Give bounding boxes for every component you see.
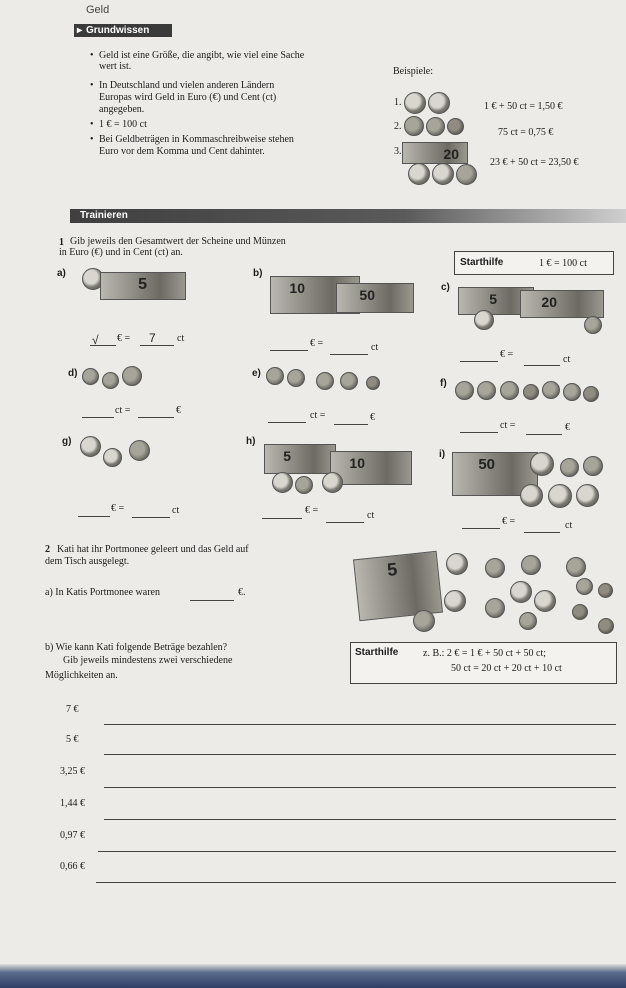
- fifty-cent-coin-icon: [428, 92, 450, 114]
- fifty-cent-coin-icon: [82, 368, 99, 385]
- task-part-a: a) In Katis Portmonee waren: [45, 587, 160, 598]
- one-euro-coin-icon: [576, 484, 599, 507]
- fifty-euro-note-icon: 50: [452, 452, 538, 496]
- answer-blank[interactable]: [78, 516, 110, 517]
- handwritten-answer: √: [92, 333, 99, 347]
- bullet-text: • Bei Geldbeträgen in Kommaschreibweise stehen: [99, 134, 294, 146]
- answer-blank[interactable]: [460, 432, 498, 433]
- task-part-b: b) Wie kann Kati folgende Beträge bezahlen?: [45, 642, 228, 653]
- twenty-cent-coin-icon: [102, 372, 119, 389]
- five-euro-note-icon: 5: [100, 272, 186, 300]
- grundwissen-badge: ▸ Grundwissen: [74, 24, 172, 37]
- answer-blank[interactable]: [90, 345, 116, 346]
- trainieren-badge: Trainieren: [80, 210, 128, 221]
- cent-coin-icon: [295, 476, 313, 494]
- example-result: 75 ct = 0,75 €: [498, 127, 554, 138]
- item-label: b): [253, 268, 263, 279]
- answer-line[interactable]: [104, 754, 616, 755]
- one-euro-coin-icon: [520, 484, 543, 507]
- unit-label: ct: [565, 520, 573, 531]
- fifty-cent-coin-icon: [456, 164, 477, 185]
- two-euro-coin-icon: [272, 472, 293, 493]
- five-cent-coin-icon: [447, 118, 464, 135]
- answer-blank[interactable]: [268, 422, 306, 423]
- twenty-euro-note-icon: 20: [520, 290, 604, 318]
- starthilfe-box: Starthilfe z. B.: 2 € = 1 € + 50 ct + 50 ct; 50 ct = 20 ct + 20 ct + 10 ct: [350, 642, 617, 684]
- answer-blank[interactable]: [460, 361, 498, 362]
- cent-coin-icon: [572, 604, 588, 620]
- item-label: g): [62, 436, 72, 447]
- two-euro-coin-icon: [80, 436, 101, 457]
- task-text: Gib jeweils den Gesamtwert der Scheine und Münzen: [70, 236, 286, 247]
- two-euro-coin-icon: [474, 310, 494, 330]
- example-number: 1.: [394, 97, 402, 108]
- answer-blank[interactable]: [140, 345, 174, 346]
- answer-blank[interactable]: [82, 417, 114, 418]
- one-euro-coin-icon: [404, 92, 426, 114]
- cent-coin-icon: [521, 555, 541, 575]
- task-number: 1: [59, 237, 64, 248]
- cent-coin-icon: [566, 557, 586, 577]
- cent-coin-icon: [500, 381, 519, 400]
- task-text: Kati hat ihr Portmonee geleert und das Geld auf: [57, 544, 249, 555]
- amount-label: 0,97 €: [60, 830, 85, 841]
- one-euro-coin-icon: [103, 448, 122, 467]
- unit-label: € =: [500, 349, 514, 360]
- cent-coin-icon: [583, 386, 599, 402]
- item-label: a): [57, 268, 66, 279]
- answer-blank[interactable]: [462, 528, 500, 529]
- bullet-text: • In Deutschland und vielen anderen Ländern: [99, 80, 274, 92]
- bullet-text: Europas wird Geld in Euro (€) und Cent (ct): [99, 92, 277, 103]
- cent-coin-icon: [598, 618, 614, 634]
- amount-label: 0,66 €: [60, 861, 85, 872]
- two-euro-coin-icon: [444, 590, 466, 612]
- bullet-text: angegeben.: [99, 104, 145, 115]
- answer-blank[interactable]: [330, 354, 368, 355]
- one-euro-coin-icon: [432, 163, 454, 185]
- two-euro-coin-icon: [408, 163, 430, 185]
- unit-label: € =: [111, 503, 125, 514]
- item-label: h): [246, 436, 256, 447]
- unit-label: ct: [177, 333, 185, 344]
- answer-blank[interactable]: [326, 522, 364, 523]
- answer-blank[interactable]: [190, 600, 234, 601]
- cent-coin-icon: [584, 316, 602, 334]
- starthilfe-box: Starthilfe 1 € = 100 ct: [454, 251, 614, 275]
- example-result: 23 € + 50 ct = 23,50 €: [490, 157, 579, 168]
- amount-label: 1,44 €: [60, 798, 85, 809]
- trainieren-bar: [70, 209, 626, 223]
- example-result: 1 € + 50 ct = 1,50 €: [484, 101, 563, 112]
- unit-label: ct =: [310, 410, 326, 421]
- cent-coin-icon: [340, 372, 358, 390]
- item-label: e): [252, 368, 261, 379]
- two-euro-coin-icon: [530, 452, 554, 476]
- cent-coin-icon: [413, 610, 435, 632]
- cent-coin-icon: [477, 381, 496, 400]
- five-euro-note-icon: 5: [353, 551, 443, 621]
- twenty-euro-note-icon: 20: [402, 142, 468, 164]
- unit-label: € =: [117, 333, 131, 344]
- answer-blank[interactable]: [138, 417, 174, 418]
- two-euro-coin-icon: [446, 553, 468, 575]
- item-label: f): [440, 378, 447, 389]
- cent-coin-icon: [576, 578, 593, 595]
- bullet-text: • 1 € = 100 ct: [99, 119, 147, 131]
- bottom-edge: [0, 964, 626, 988]
- answer-blank[interactable]: [270, 350, 308, 351]
- cent-coin-icon: [560, 458, 579, 477]
- unit-label: € =: [502, 516, 516, 527]
- task-part-b: Gib jeweils mindestens zwei verschiedene: [63, 655, 233, 666]
- example-number: 2.: [394, 121, 402, 132]
- cent-coin-icon: [316, 372, 334, 390]
- fifty-euro-note-icon: 50: [336, 283, 414, 313]
- ten-euro-note-icon: 10: [330, 451, 412, 485]
- unit-label: €.: [238, 587, 246, 598]
- handwritten-answer: 7: [149, 331, 156, 345]
- unit-label: €: [565, 422, 570, 433]
- one-euro-coin-icon: [510, 581, 532, 603]
- unit-label: ct =: [115, 405, 131, 416]
- bullet-text: • Geld ist eine Größe, die angibt, wie viel eine Sache: [99, 50, 304, 62]
- task-text: in Euro (€) und in Cent (ct) an.: [59, 247, 183, 258]
- task-number: 2: [45, 544, 50, 555]
- unit-label: € =: [310, 338, 324, 349]
- answer-blank[interactable]: [526, 434, 562, 435]
- cent-coin-icon: [485, 598, 505, 618]
- unit-label: ct: [563, 354, 571, 365]
- five-euro-note-icon: 5: [264, 444, 336, 474]
- cent-coin-icon: [266, 367, 284, 385]
- answer-line[interactable]: [104, 787, 616, 788]
- page-title: Geld: [86, 4, 110, 16]
- unit-label: €: [370, 412, 375, 423]
- unit-label: ct: [367, 510, 375, 521]
- item-label: i): [439, 449, 446, 460]
- examples-label: Beispiele:: [393, 66, 433, 77]
- fifty-cent-coin-icon: [129, 440, 150, 461]
- unit-label: ct: [172, 505, 180, 516]
- cent-coin-icon: [455, 381, 474, 400]
- fifty-cent-coin-icon: [404, 116, 424, 136]
- cent-coin-icon: [519, 612, 537, 630]
- task-part-b: Möglichkeiten an.: [45, 670, 118, 681]
- cent-coin-icon: [485, 558, 505, 578]
- five-euro-note-icon: 5: [458, 287, 534, 315]
- one-euro-coin-icon: [534, 590, 556, 612]
- cent-coin-icon: [523, 384, 539, 400]
- answer-line[interactable]: [96, 882, 616, 883]
- answer-line[interactable]: [104, 724, 616, 725]
- cent-coin-icon: [598, 583, 613, 598]
- bullet-text: wert ist.: [99, 61, 132, 72]
- amount-label: 7 €: [66, 704, 79, 715]
- one-euro-coin-icon: [322, 472, 343, 493]
- item-label: d): [68, 368, 78, 379]
- answer-blank[interactable]: [524, 365, 560, 366]
- unit-label: ct: [371, 342, 379, 353]
- cent-coin-icon: [287, 369, 305, 387]
- answer-line[interactable]: [98, 851, 616, 852]
- answer-line[interactable]: [104, 819, 616, 820]
- answer-blank[interactable]: [524, 532, 560, 533]
- ten-euro-note-icon: 10: [270, 276, 360, 314]
- amount-label: 5 €: [66, 734, 79, 745]
- amount-label: 3,25 €: [60, 766, 85, 777]
- answer-blank[interactable]: [262, 518, 302, 519]
- twenty-cent-coin-icon: [426, 117, 445, 136]
- cent-coin-icon: [583, 456, 603, 476]
- answer-blank[interactable]: [132, 517, 170, 518]
- answer-blank[interactable]: [334, 424, 368, 425]
- two-euro-coin-icon: [548, 484, 572, 508]
- cent-coin-icon: [563, 383, 581, 401]
- bullet-text: Euro vor dem Komma und Cent dahinter.: [99, 146, 265, 157]
- unit-label: €: [176, 405, 181, 416]
- example-number: 3.: [394, 146, 402, 157]
- fifty-cent-coin-icon: [122, 366, 142, 386]
- unit-label: ct =: [500, 420, 516, 431]
- task-text: dem Tisch ausgelegt.: [45, 556, 130, 567]
- cent-coin-icon: [542, 381, 560, 399]
- one-cent-coin-icon: [366, 376, 380, 390]
- unit-label: € =: [305, 505, 319, 516]
- item-label: c): [441, 282, 450, 293]
